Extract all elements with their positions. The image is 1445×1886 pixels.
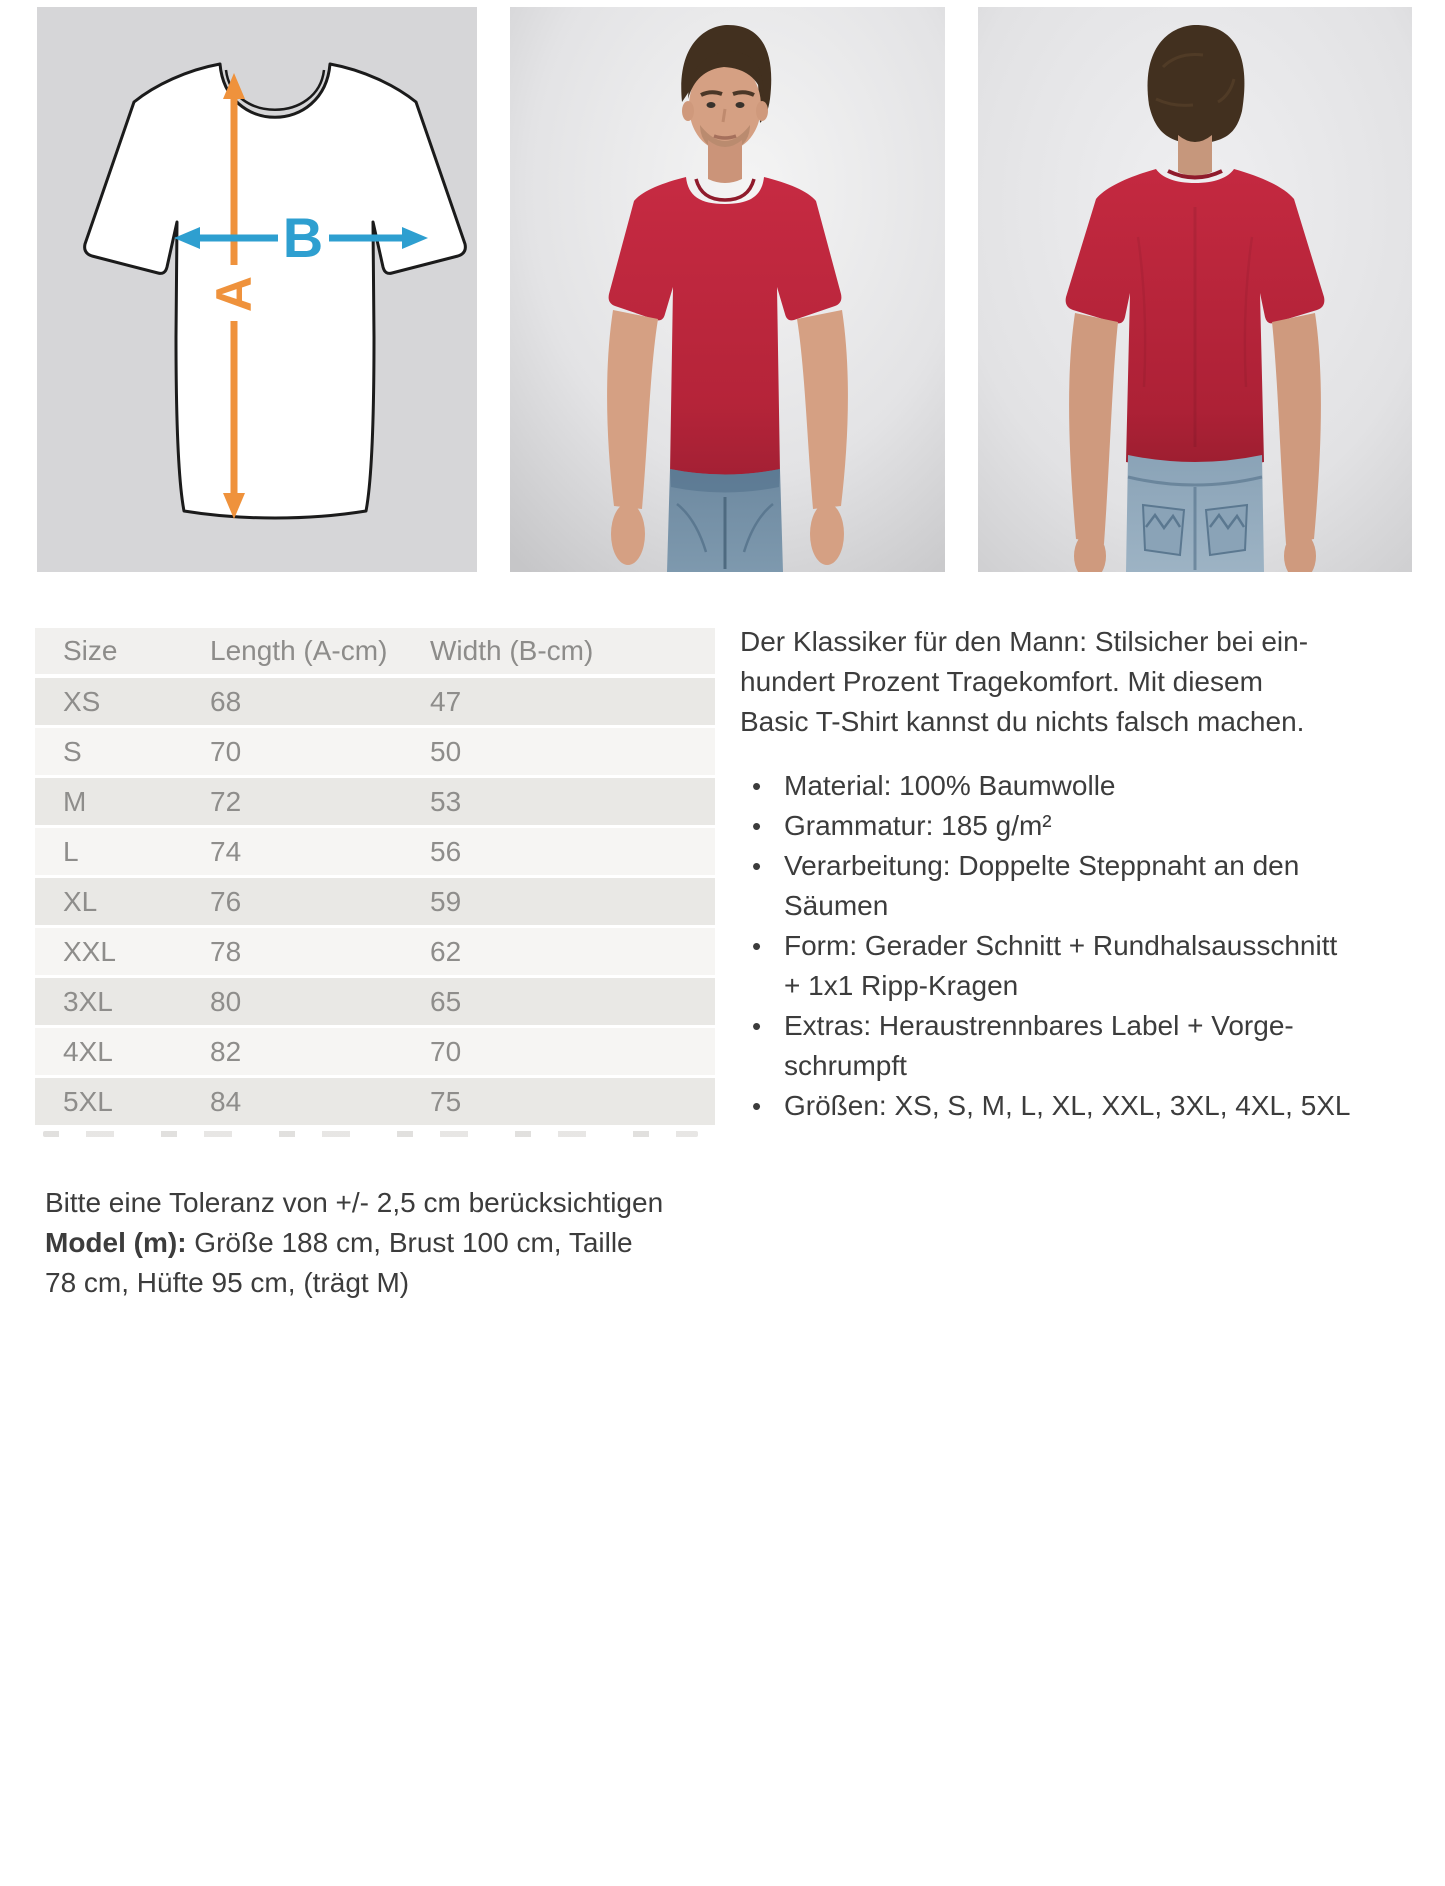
table-row <box>35 1078 715 1128</box>
bullet-dot-icon: • <box>752 1011 762 1041</box>
table-cell: 65 <box>402 978 715 1028</box>
table-cell: 53 <box>402 778 715 828</box>
bullet-dot-icon: • <box>752 931 762 961</box>
size-table-header-row <box>35 628 715 678</box>
table-cell: 72 <box>182 778 402 828</box>
table-cell: 62 <box>402 928 715 978</box>
product-description <box>740 622 1351 1126</box>
model-measurements-line2: 78 cm, Hüfte 95 cm, (trägt M) <box>45 1267 410 1298</box>
table-cell: 70 <box>182 728 402 778</box>
bullet-text: Größen: XS, S, M, L, XL, XXL, 3XL, 4XL, 5XL <box>784 1090 1351 1121</box>
table-row <box>35 878 715 928</box>
description-bullet <box>740 1086 1351 1126</box>
table-cell: 59 <box>402 878 715 928</box>
table-cell: 80 <box>182 978 402 1028</box>
column-header: Length (A-cm) <box>182 628 402 678</box>
table-cell: S <box>35 728 182 778</box>
table-cell: 75 <box>402 1078 715 1128</box>
column-header: Size <box>35 628 182 678</box>
description-bullet <box>740 1006 1294 1086</box>
description-bullet <box>740 926 1338 1006</box>
table-row <box>35 828 715 878</box>
table-row <box>35 728 715 778</box>
size-diagram-image <box>37 7 477 572</box>
bullet-dot-icon: • <box>752 851 762 881</box>
table-cell: XXL <box>35 928 182 978</box>
tolerance-note: Bitte eine Toleranz von +/- 2,5 cm berücksichtigen <box>45 1187 664 1218</box>
measurement-notes <box>45 1183 663 1303</box>
table-cell: 70 <box>402 1028 715 1078</box>
table-cell: 50 <box>402 728 715 778</box>
bullet-dot-icon: • <box>752 1091 762 1121</box>
table-cell: XS <box>35 678 182 728</box>
table-cell: XL <box>35 878 182 928</box>
model-photo-back <box>978 7 1412 572</box>
table-cell: 76 <box>182 878 402 928</box>
label-a: A <box>206 275 262 313</box>
model-measurements-line1 <box>45 1223 663 1263</box>
description-bullet <box>740 766 1170 806</box>
table-cell: 3XL <box>35 978 182 1028</box>
table-row <box>35 778 715 828</box>
description-intro <box>740 622 1309 742</box>
table-cell: 82 <box>182 1028 402 1078</box>
table-row <box>35 678 715 728</box>
model-front-illustration <box>510 7 945 572</box>
model-measurements-text: Größe 188 cm, Brust 100 cm, Taille <box>186 1227 633 1258</box>
description-line: Basic T-Shirt kannst du nichts falsch machen. <box>740 706 1305 737</box>
description-line: hundert Prozent Tragekomfort. Mit diesem <box>740 666 1263 697</box>
table-row <box>35 1028 715 1078</box>
bullet-text: Form: Gerader Schnitt + Rundhalsausschnitt + 1x1 Ripp-Kragen <box>784 930 1338 1001</box>
table-cell: 4XL <box>35 1028 182 1078</box>
table-cell: 84 <box>182 1078 402 1128</box>
table-row <box>35 978 715 1028</box>
size-table <box>35 628 715 1128</box>
description-bullet <box>740 806 1170 846</box>
table-row <box>35 928 715 978</box>
model-label: Model (m): <box>45 1227 187 1258</box>
model-photo-front <box>510 7 945 572</box>
description-bullets <box>740 766 1351 1126</box>
table-cell: 78 <box>182 928 402 978</box>
table-cell: 5XL <box>35 1078 182 1128</box>
table-cell: M <box>35 778 182 828</box>
column-header: Width (B-cm) <box>402 628 715 678</box>
bullet-dot-icon: • <box>752 771 762 801</box>
bullet-dot-icon: • <box>752 811 762 841</box>
description-line: Der Klassiker für den Mann: Stilsicher bei ein- <box>740 626 1309 657</box>
model-back-illustration <box>978 7 1412 572</box>
table-cell: 68 <box>182 678 402 728</box>
table-cell: L <box>35 828 182 878</box>
table-cell: 47 <box>402 678 715 728</box>
label-b: B <box>282 206 324 269</box>
tshirt-measurement-diagram <box>37 7 477 572</box>
bullet-text: Grammatur: 185 g/m² <box>784 810 1052 841</box>
table-clipped-row <box>43 1131 698 1137</box>
bullet-text: Verarbeitung: Doppelte Steppnaht an den Säumen <box>784 850 1300 921</box>
table-cell: 74 <box>182 828 402 878</box>
description-bullet <box>740 846 1300 926</box>
bullet-text: Material: 100% Baumwolle <box>784 770 1116 801</box>
table-cell: 56 <box>402 828 715 878</box>
bullet-text: Extras: Heraustrennbares Label + Vorge- schrumpft <box>784 1010 1294 1081</box>
